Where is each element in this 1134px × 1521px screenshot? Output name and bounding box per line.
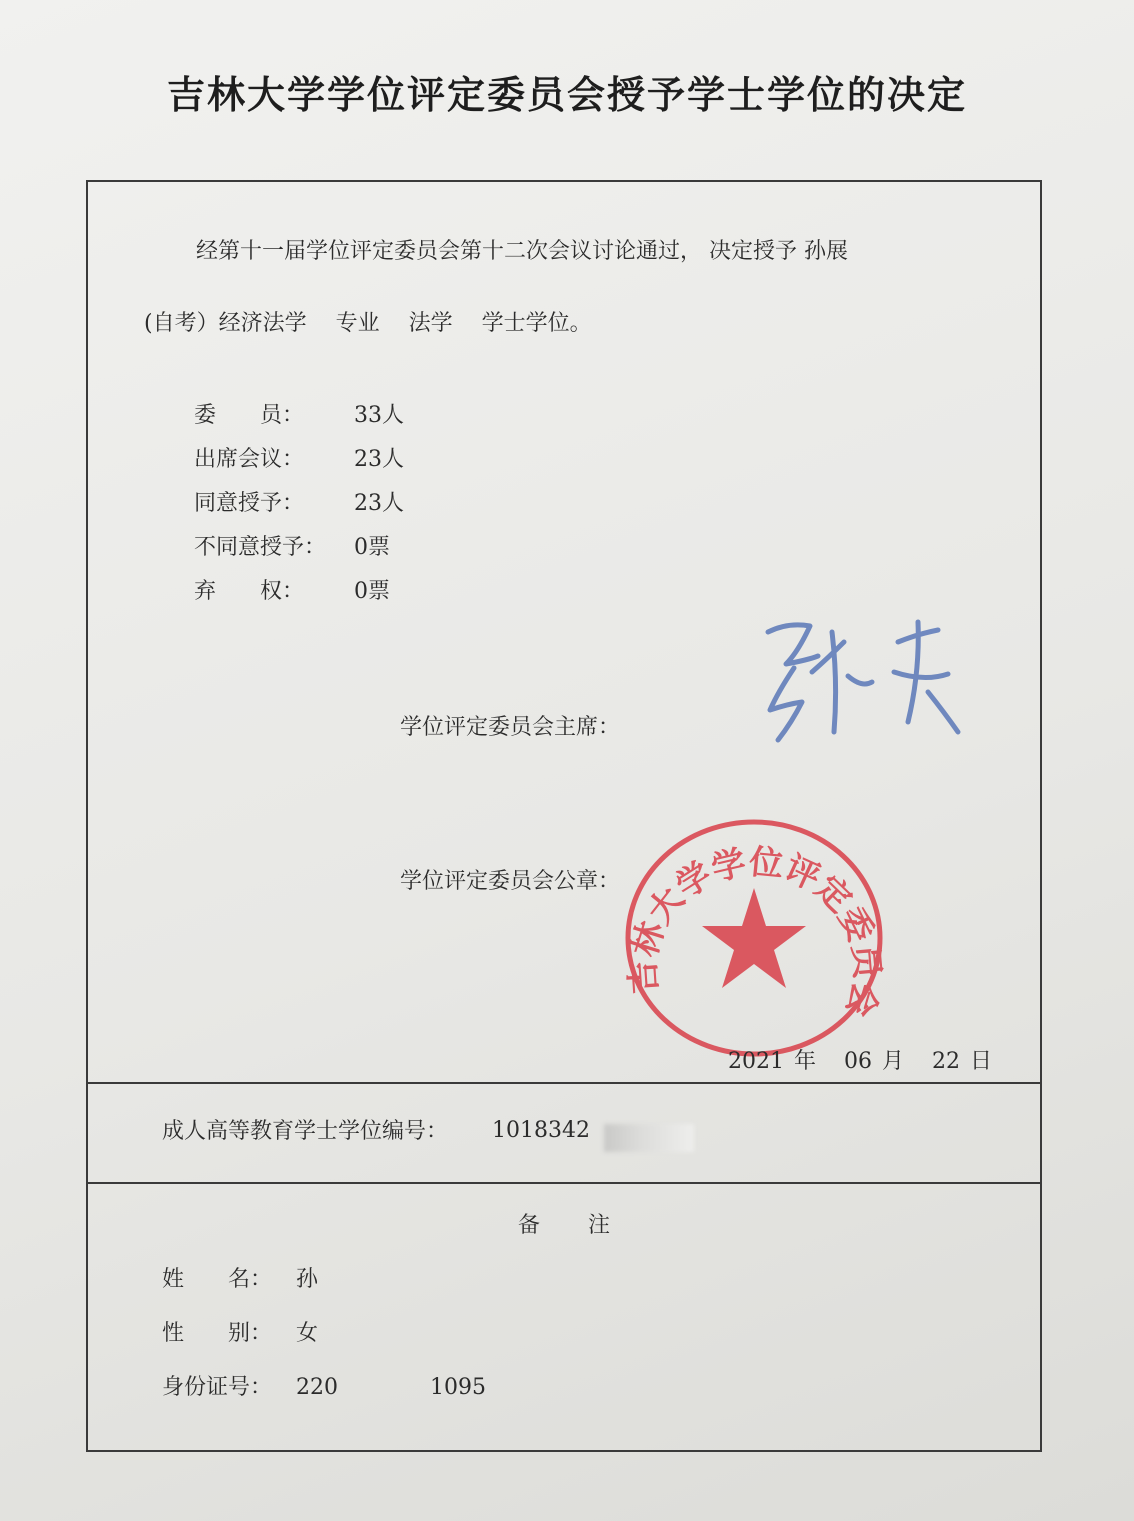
id-value-end: 1095 (430, 1375, 486, 1400)
committee-seal (620, 810, 890, 1060)
note-row-name (162, 1262, 318, 1293)
notes-section (88, 1182, 1040, 1450)
vote-label: 出席会议： (194, 447, 305, 472)
vote-row-agree (194, 486, 404, 517)
decision-form (86, 180, 1042, 1452)
gender-label: 性 别： (162, 1321, 273, 1346)
degree-type: 学士学位。 (481, 311, 592, 336)
major-name: (自考）经济法学 (144, 311, 307, 336)
note-row-gender (162, 1316, 318, 1347)
vote-value: 23人 (354, 447, 404, 472)
date-day: 22 (932, 1049, 961, 1074)
vote-row-members (194, 398, 404, 429)
vote-label: 弃 权： (194, 579, 305, 604)
chairman-label: 学位评定委员会主席： (400, 715, 621, 740)
degree-field: 法学 (408, 311, 453, 336)
vote-label: 同意授予： (194, 491, 305, 516)
notes-title: 备注 (517, 1213, 658, 1238)
id-label: 身份证号： (162, 1375, 273, 1400)
gender-value: 女 (296, 1321, 319, 1346)
decision-date (728, 1044, 1002, 1075)
date-year: 2021 (728, 1049, 784, 1074)
page-title: 吉林大学学位评定委员会授予学士学位的决定 (166, 73, 967, 117)
decision-section (88, 182, 1040, 1084)
degree-number-value: 1018342 (492, 1118, 590, 1143)
vote-value: 23人 (354, 491, 404, 516)
date-year-unit: 年 (794, 1049, 817, 1074)
name-label: 姓 名： (162, 1267, 273, 1292)
name-value: 孙 (296, 1267, 319, 1292)
seal-text: 吉林大学学位评定委员会 (623, 842, 887, 1022)
vote-value: 0票 (354, 579, 390, 604)
vote-row-disagree (194, 530, 390, 561)
seal-label: 学位评定委员会公章： (400, 869, 621, 894)
decision-statement: 经第十一届学位评定委员会第十二次会议讨论通过， 决定授予 孙展 (196, 239, 848, 264)
vote-row-attended (194, 442, 404, 473)
major-label: 专业 (335, 311, 380, 336)
decision-major-line (144, 306, 614, 337)
date-month: 06 (844, 1049, 873, 1074)
degree-number-section (88, 1082, 1040, 1184)
vote-value: 33人 (354, 403, 404, 428)
vote-label: 委 员： (194, 403, 305, 428)
vote-label: 不同意授予： (194, 535, 327, 560)
chairman-signature (748, 612, 988, 752)
vote-value: 0票 (354, 535, 390, 560)
note-row-id (162, 1370, 486, 1401)
degree-number-label: 成人高等教育学士学位编号： (162, 1119, 449, 1144)
id-value-start: 220 (296, 1375, 338, 1400)
date-month-unit: 月 (882, 1049, 905, 1074)
vote-row-abstain (194, 574, 390, 605)
redaction-blur (604, 1124, 694, 1152)
date-day-unit: 日 (970, 1049, 993, 1074)
